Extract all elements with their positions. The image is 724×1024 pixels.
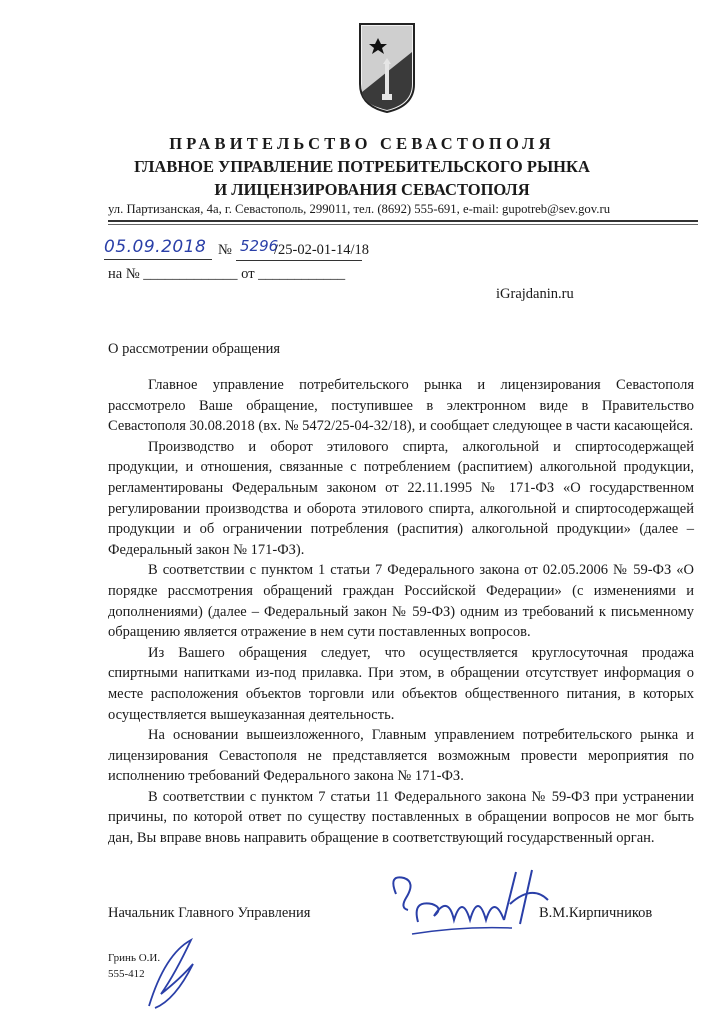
letter-subject: О рассмотрении обращения <box>108 341 281 357</box>
registration-number-handwritten: 5296 <box>240 237 279 255</box>
department-title-line1: ГЛАВНОЕ УПРАВЛЕНИЕ ПОТРЕБИТЕЛЬСКОГО РЫНКА <box>134 157 590 176</box>
body-paragraph: В соответствии с пунктом 1 статьи 7 Федерального закона от 02.05.2006 № 59-ФЗ «О порядке рассмотрения обращений граждан Российской Федерации» (с изменениями и дополнениями) (далее – Федеральный закон № 59-ФЗ) одним из требований к письменному обращению является отражение в нем сути поставленных вопросов. <box>108 562 694 641</box>
letter-body <box>108 375 694 849</box>
signer-name: В.М.Кирпичников <box>539 905 653 921</box>
body-paragraph: Производство и оборот этилового спирта, алкогольной и спиртосодержащей продукции, и отношения, связанные с потреблением (распитием) алкогольной продукции, регламентированы Федеральным законом от 22.11.1995 № 171-ФЗ «О государственном регулировании производства и оборота этилового спирта, алкогольной и спиртосодержащей продукции и об ограничении потребления (распития) алкогольной продукции» (далее – Федеральный закон № 171-ФЗ). <box>108 438 694 558</box>
body-paragraph: Главное управление потребительского рынка и лицензирования Севастополя рассмотрело Ваше обращение, поступившее в электронном виде в Правительство Севастополя 30.08.2018 (вх. № 5472/25-04-32/18), и сообщает следующее в части касающейся. <box>108 377 694 435</box>
executor-phone: 555-412 <box>108 968 145 980</box>
date-underline <box>104 259 212 260</box>
department-address: ул. Партизанская, 4а, г. Севастополь, 299011, тел. (8692) 555-691, e-mail: gupotreb@sev.gov.ru <box>108 202 611 216</box>
number-underline <box>236 260 362 261</box>
executor-name: Гринь О.И. <box>108 952 161 964</box>
executor-initials <box>135 934 205 1014</box>
handwritten-signature <box>382 864 552 944</box>
body-paragraph: На основании вышеизложенного, Главным управлением потребительского рынка и лицензирования Севастополя не представляется возможным провести мероприятия по исполнению требований Федерального закона № 171-ФЗ. <box>108 727 694 785</box>
header-divider-thick <box>108 220 698 222</box>
reference-line: на № _____________ от ____________ <box>108 266 346 282</box>
body-paragraph: В соответствии с пунктом 7 статьи 11 Федерального закона № 59-ФЗ при устранении причины, по которой ответ по существу поставленных в обращении вопросов не мог быть дан, Вы вправе вновь направить обращение в соответствующий государственный орган. <box>108 788 694 847</box>
signer-title: Начальник Главного Управления <box>108 905 311 921</box>
recipient: iGrajdanin.ru <box>496 286 574 302</box>
body-paragraph: Из Вашего обращения следует, что осуществляется круглосуточная продажа спиртными напитками из-под прилавка. При этом, в обращении отсутствует информация о месте расположения объектов торговли или объектов общественного питания, в которых осуществляется вышеуказанная деятельность. <box>108 644 694 723</box>
sevastopol-coat-of-arms <box>358 22 416 114</box>
number-prefix: № <box>218 242 232 258</box>
government-title: ПРАВИТЕЛЬСТВО СЕВАСТОПОЛЯ <box>169 134 555 153</box>
registration-number-suffix: /25-02-01-14/18 <box>274 242 370 258</box>
registration-date: 05.09.2018 <box>104 237 207 257</box>
header-divider-thin <box>108 224 698 225</box>
department-title-line2: И ЛИЦЕНЗИРОВАНИЯ СЕВАСТОПОЛЯ <box>214 180 530 199</box>
